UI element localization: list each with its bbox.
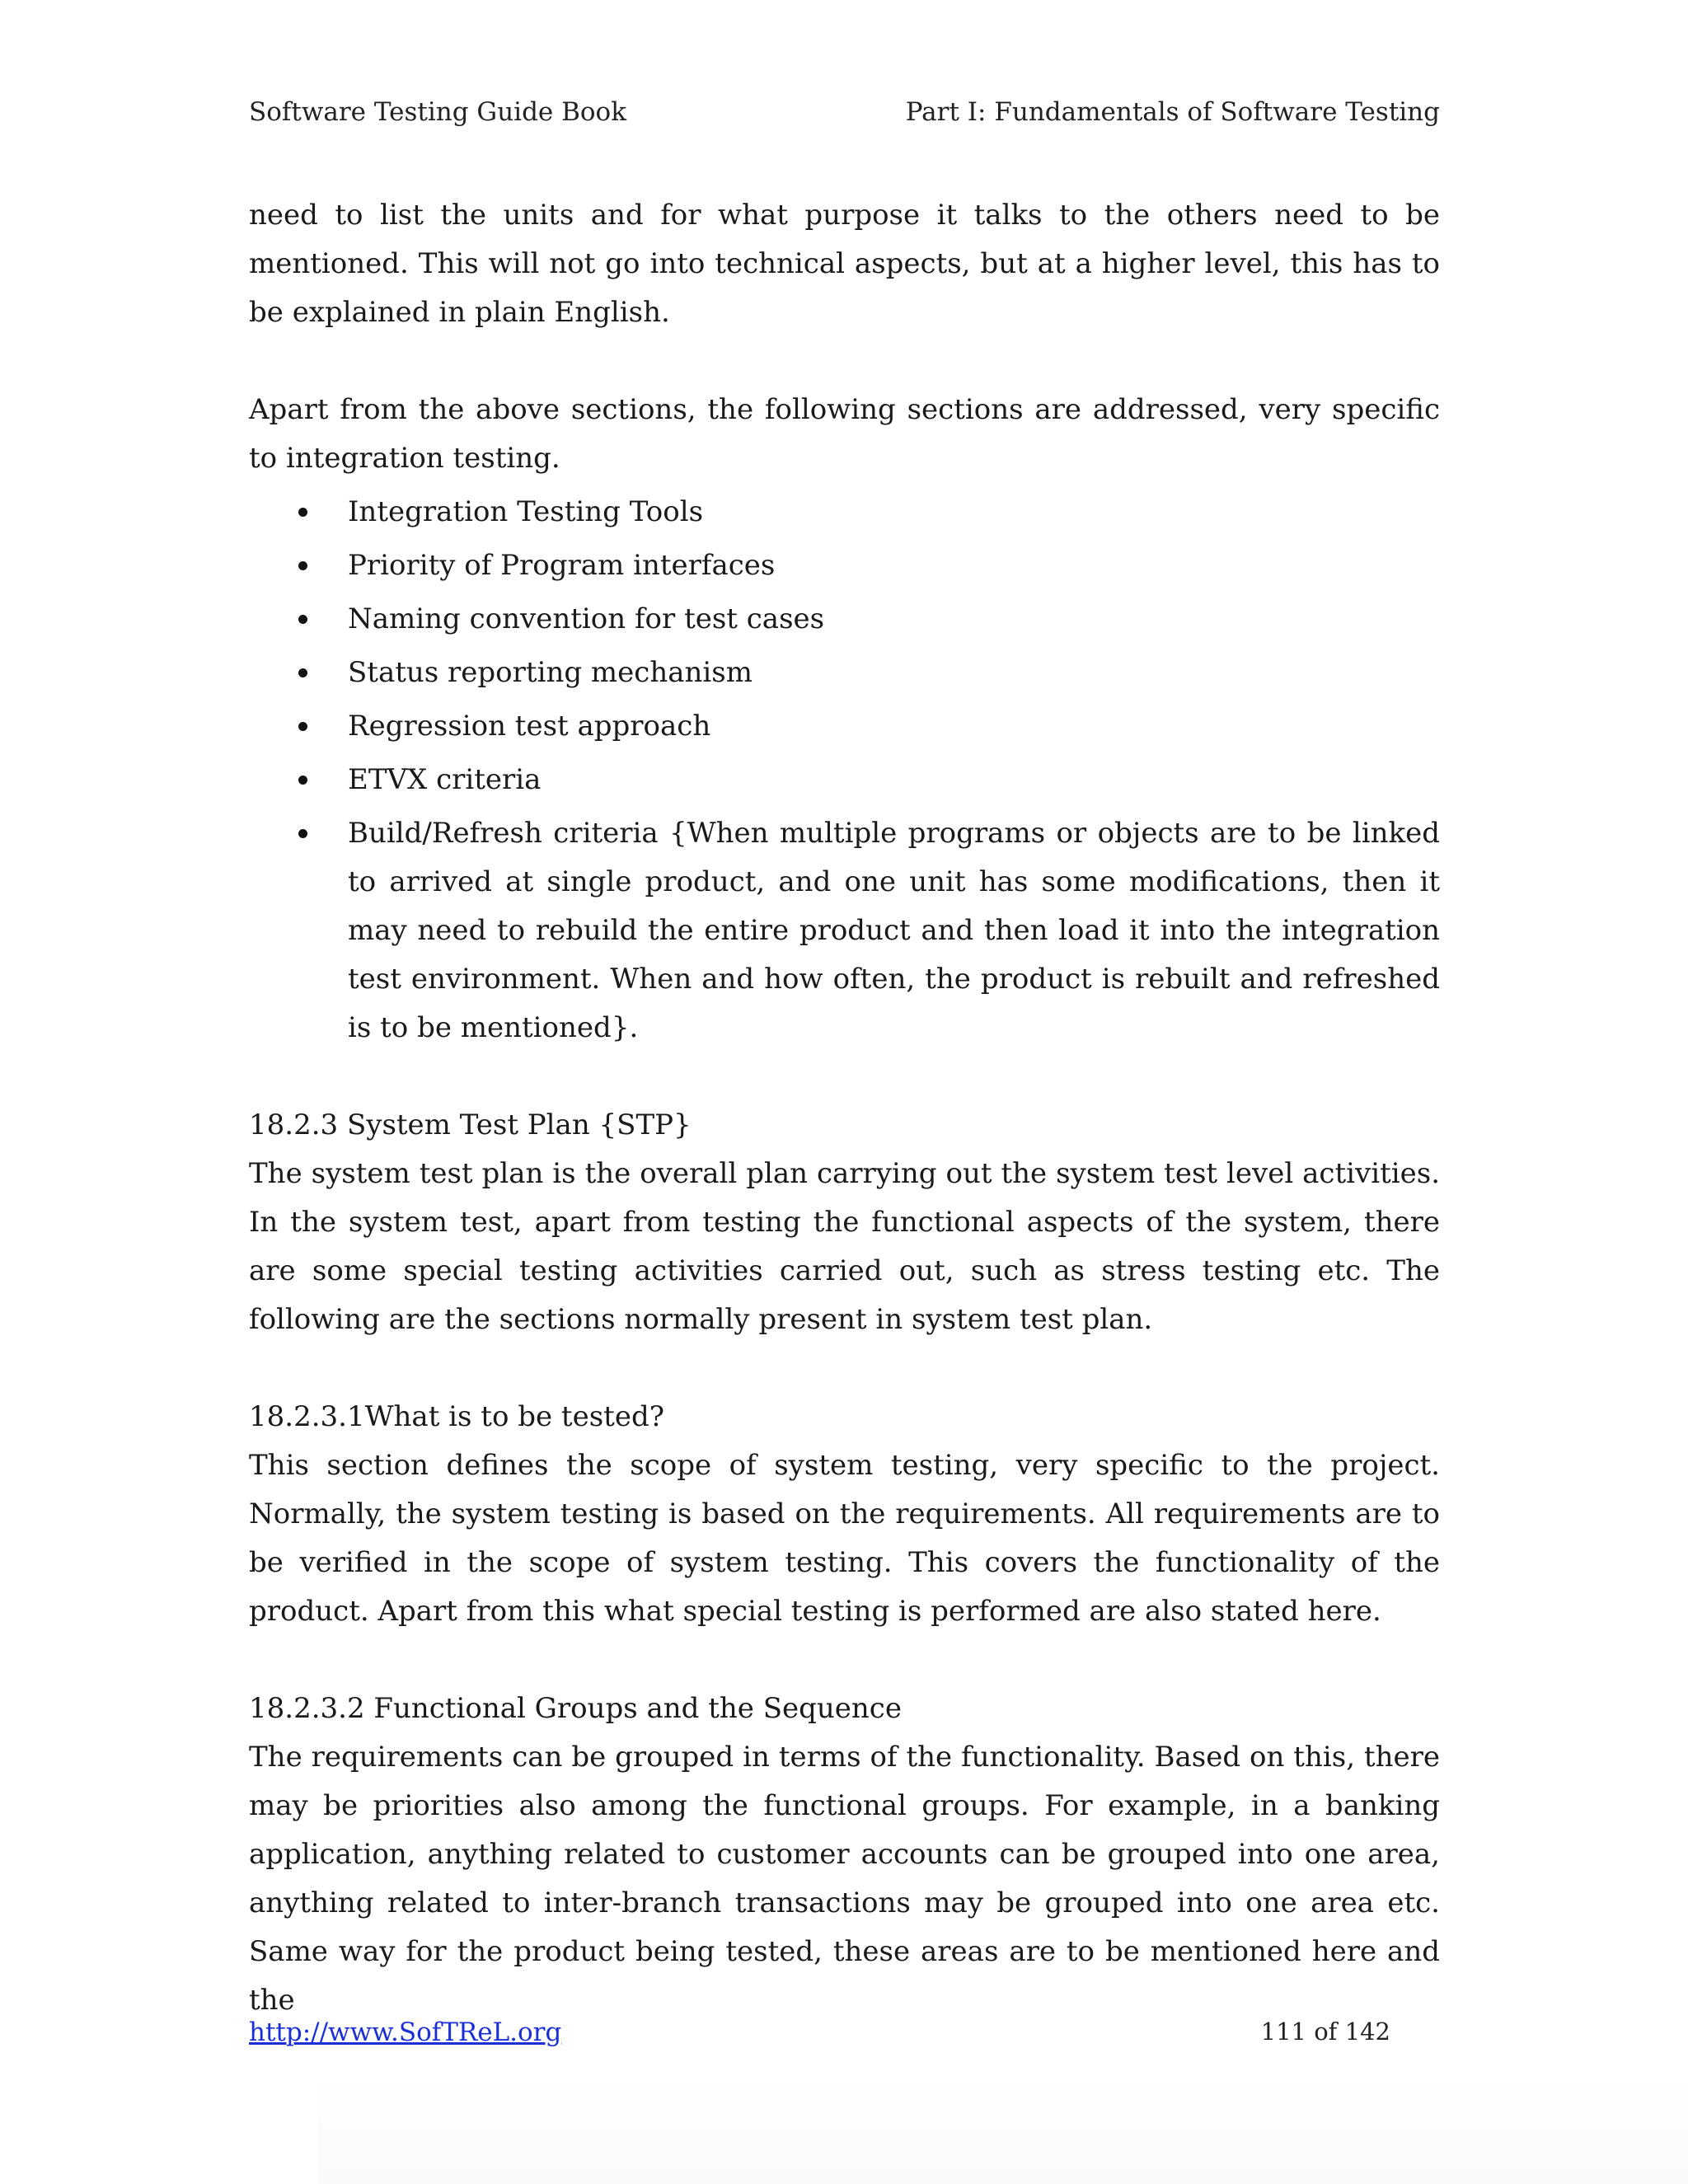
paragraph-spacer [249,1636,1440,1685]
stp-paragraph: The system test plan is the overall plan carrying out the system test level activities. In the system test, apart from testing the functional aspects of the system, there are some special testing activities carried out, such as stress testing etc. The following are the sections normally present in system test plan. [249,1157,1440,1336]
list-item [249,702,1440,751]
page-footer [249,2018,1390,2050]
section-heading-stp: 18.2.3 System Test Plan {STP} [249,1108,692,1141]
list-item [249,595,1440,644]
what-tested-paragraph: This section defines the scope of system testing, very specific to the project. Normally, the system testing is based on the requirements. All requirements are to be verified in the scope of system testing. This covers the functionality of the product. Apart from this what special testing is performed are also stated here. [249,1449,1440,1628]
paragraph-spacer [249,1344,1440,1393]
bullet-icon [298,508,307,517]
footer-website-link[interactable]: http://www.SofTReL.org [249,2018,562,2047]
bullet-icon [298,668,307,677]
bullet-icon [298,829,307,838]
header-book-title: Software Testing Guide Book [249,97,627,127]
list-item-text: Naming convention for test cases [348,602,825,635]
bullet-icon [298,722,307,731]
paragraph-spacer [249,337,1440,386]
integration-sections-list [249,488,1440,1052]
list-item-text: Priority of Program interfaces [348,549,776,582]
list-item [249,809,1440,1052]
page-content [249,191,1440,2025]
list-item-text: Build/Refresh criteria {When multiple programs or objects are to be linked to arrived at single product, and one unit has some modifications, then it may need to rebuild the entire product and then load it into the integration test environment. When and how often, the product is rebuilt and refreshed is to be mentioned}. [348,817,1440,1044]
list-item-text: Status reporting mechanism [348,656,753,689]
paragraph-spacer [249,1052,1440,1101]
list-item [249,756,1440,804]
page-header [249,97,1440,130]
page-number: 111 of 142 [1260,2018,1390,2046]
header-part-title: Part I: Fundamentals of Software Testing [905,97,1440,127]
list-item [249,649,1440,697]
list-item-text: ETVX criteria [348,763,542,796]
bullet-icon [298,615,307,624]
page-bottom-shade [317,2077,1688,2184]
list-item-text: Regression test approach [348,710,711,743]
intro-paragraph: need to list the units and for what purpose it talks to the others need to be mentioned. This will not go into technical aspects, but at a higher level, this has to be explained in plain English. [249,199,1440,329]
bullet-icon [298,561,307,570]
section-heading-what-tested: 18.2.3.1What is to be tested? [249,1400,664,1433]
functional-groups-paragraph: The requirements can be grouped in terms of the functionality. Based on this, there may be priorities also among the functional groups. For example, in a banking application, anything related to customer accounts can be grouped into one area, anything related to inter-branch transactions may be grouped into one area etc. Same way for the product being tested, these areas are to be mentioned here and the [249,1741,1440,2017]
sections-paragraph: Apart from the above sections, the following sections are addressed, very specific to integration testing. [249,393,1440,475]
list-item [249,541,1440,590]
bullet-icon [298,776,307,785]
list-item-text: Integration Testing Tools [348,495,704,528]
list-item [249,488,1440,537]
section-heading-functional-groups: 18.2.3.2 Functional Groups and the Sequence [249,1692,902,1725]
